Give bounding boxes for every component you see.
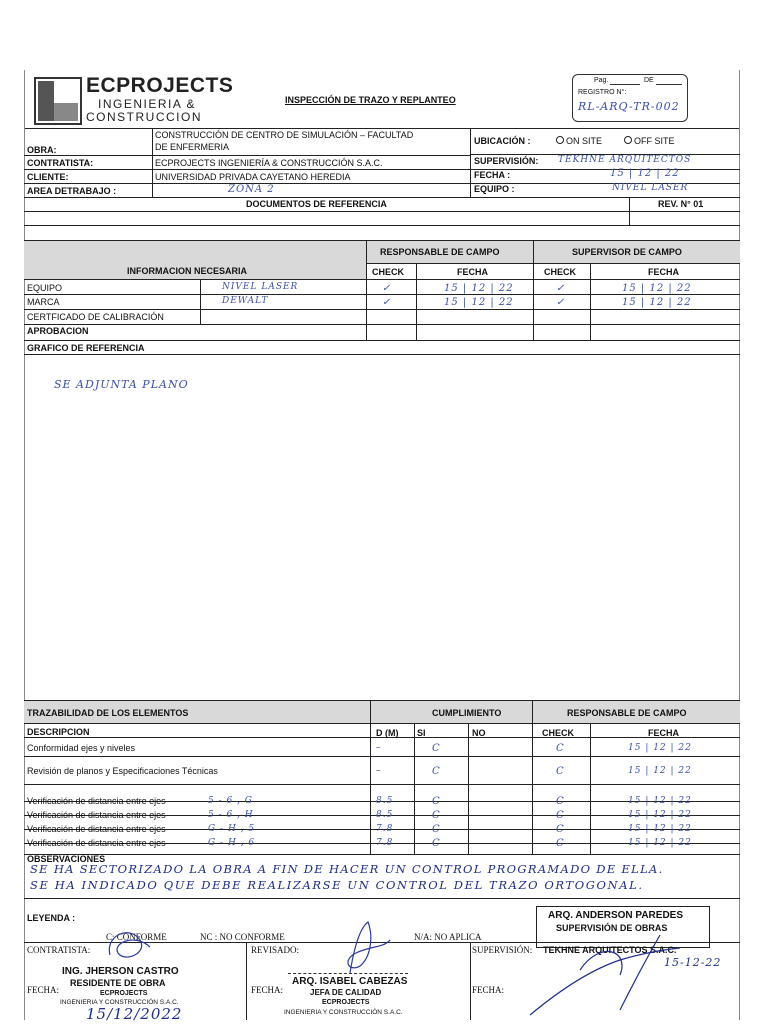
traz-row-check: C [556, 766, 565, 777]
info-row-value: NIVEL LASER [222, 282, 299, 292]
responsable-campo-header: RESPONSABLE DE CAMPO [380, 247, 500, 257]
traz-row-si: C [432, 838, 441, 849]
si-header: SI [417, 728, 426, 738]
info-row-check-2: ✓ [556, 283, 566, 294]
fecha-header-2: FECHA [648, 267, 679, 277]
traz-row-desc: Verificación de distancia entre ejes [27, 810, 166, 820]
traz-row-ejes: G - H , 6 [208, 838, 256, 848]
document-title: INSPECCIÓN DE TRAZO Y REPLANTEO [285, 95, 456, 105]
fecha-header-3: FECHA [648, 728, 679, 738]
ubicacion-label: UBICACIÓN : [474, 136, 531, 146]
trazabilidad-header: TRAZABILIDAD DE LOS ELEMENTOS [27, 708, 189, 718]
traz-row-fecha: 15 | 12 | 22 [628, 838, 692, 848]
grafico-note: SE ADJUNTA PLANO [54, 378, 189, 391]
leyenda-label: LEYENDA : [27, 913, 76, 923]
traz-row-fecha: 15 | 12 | 22 [628, 824, 692, 834]
contratista-sign-name: ING. JHERSON CASTRO [62, 966, 179, 977]
obra-label: OBRA: [27, 145, 57, 155]
company-subtitle-2: CONSTRUCCION [86, 110, 202, 124]
fecha-sign-label-2: FECHA: [251, 985, 284, 995]
traz-row-dm: 8.5 [376, 810, 394, 820]
traz-row-fecha: 15 | 12 | 22 [628, 766, 692, 776]
fecha-value: 15 | 12 | 22 [610, 168, 680, 179]
traz-row-check: C [556, 824, 565, 835]
traz-row-si: C [432, 796, 441, 807]
supervision-sign-date: 15-12-22 [664, 956, 722, 969]
leyenda-conforme: C: CONFORME [106, 932, 167, 942]
traz-row-check: C [556, 743, 565, 754]
contratista-sign-company-1: ECPROJECTS [100, 990, 148, 997]
traz-row-dm: 7.8 [376, 838, 394, 848]
supervision-signature [520, 930, 720, 1025]
traz-row-desc: Verificación de distancia entre ejes [27, 796, 166, 806]
check-header-1: CHECK [372, 267, 405, 277]
traz-row-dm: – [376, 743, 382, 753]
supervision-label: SUPERVISIÓN: [474, 156, 539, 166]
obra-value-1: CONSTRUCCIÓN DE CENTRO DE SIMULACIÓN – FACULTAD [155, 130, 414, 140]
supervision-value: TEKHNE ARQUITECTOS [558, 155, 692, 165]
check-header-3: CHECK [542, 728, 575, 738]
info-row-check-2: ✓ [556, 297, 566, 308]
revisado-sign-line [288, 973, 408, 974]
leyenda-na: N/A: NO APLICA [414, 932, 482, 942]
registro-value: RL-ARQ-TR-002 [578, 100, 680, 113]
info-row-fecha-1: 15 | 12 | 22 [444, 297, 514, 308]
off-site-option[interactable]: OFF SITE [624, 136, 675, 146]
traz-row-fecha: 15 | 12 | 22 [628, 743, 692, 753]
on-site-option[interactable]: ON SITE [556, 136, 602, 146]
obra-value-2: DE ENFERMERIA [155, 142, 230, 152]
page-label: Pag. [594, 77, 609, 84]
revisado-sign-company-1: ECPROJECTS [322, 999, 370, 1006]
traz-row-desc: Revisión de planos y Especificaciones Técnicas [27, 766, 218, 776]
dm-header: D (M) [376, 728, 399, 738]
info-row-label: APROBACION [27, 326, 89, 336]
traz-row-ejes: 5 - 6 , H [208, 810, 254, 820]
radio-icon [624, 136, 632, 144]
area-value: ZONA 2 [228, 184, 275, 195]
info-row-fecha-2: 15 | 12 | 22 [622, 283, 692, 294]
traz-row-ejes: G - H , 5 [208, 824, 256, 834]
info-necesaria-header: INFORMACION NECESARIA [127, 266, 248, 276]
company-name: ECPROJECTS [86, 74, 234, 97]
traz-row-dm: 8.5 [376, 796, 394, 806]
traz-row-desc: Verificación de distancia entre ejes [27, 838, 166, 848]
info-row-check-1: ✓ [382, 283, 392, 294]
grafico-label: GRAFICO DE REFERENCIA [27, 343, 145, 353]
observaciones-label: OBSERVACIONES [27, 854, 106, 864]
supervision-sign-label: SUPERVISIÓN: [472, 945, 533, 955]
traz-row-desc: Verificación de distancia entre ejes [27, 824, 166, 834]
descripcion-header: DESCRIPCION [27, 727, 90, 737]
revision-number: REV. N° 01 [658, 199, 704, 209]
traz-row-si: C [432, 810, 441, 821]
revisado-sign-label: REVISADO: [251, 945, 300, 955]
registro-label: REGISTRO N°: [578, 89, 627, 96]
leyenda-no-conforme: NC : NO CONFORME [200, 932, 285, 942]
contratista-sign-label: CONTRATISTA: [27, 945, 91, 955]
documentos-referencia: DOCUMENTOS DE REFERENCIA [246, 199, 387, 209]
traz-row-check: C [556, 796, 565, 807]
traz-row-dm: 7.8 [376, 824, 394, 834]
observaciones-line-2: SE HA INDICADO QUE DEBE REALIZARSE UN CONTROL DEL TRAZO ORTOGONAL. [30, 878, 644, 892]
contratista-sign-role: RESIDENTE DE OBRA [70, 978, 166, 988]
info-row-fecha-1: 15 | 12 | 22 [444, 283, 514, 294]
fecha-sign-label-3: FECHA: [472, 985, 505, 995]
traz-row-desc: Conformidad ejes y niveles [27, 743, 136, 753]
info-row-value: DEWALT [222, 296, 269, 306]
company-subtitle-1: INGENIERIA & [98, 97, 197, 111]
info-row-check-1: ✓ [382, 297, 392, 308]
responsable-campo-header-2: RESPONSABLE DE CAMPO [567, 708, 687, 718]
cliente-value: UNIVERSIDAD PRIVADA CAYETANO HEREDIA [155, 172, 351, 182]
contratista-label: CONTRATISTA: [27, 158, 94, 168]
traz-row-dm: – [376, 766, 382, 776]
stamp-line-1: ARQ. ANDERSON PAREDES [548, 910, 684, 921]
traz-row-si: C [432, 824, 441, 835]
stamp-line-3: TEKHNE ARQUITECTOS S.A.C. [543, 945, 677, 955]
traz-row-ejes: 5 - 6 , G [208, 796, 253, 806]
observaciones-line-1: SE HA SECTORIZADO LA OBRA A FIN DE HACER UN CONTROL PROGRAMADO DE ELLA. [30, 862, 664, 876]
fecha-label: FECHA : [474, 170, 511, 180]
equipo-value: NIVEL LASER [612, 183, 689, 193]
contratista-value: ECPROJECTS INGENIERÍA & CONSTRUCCIÓN S.A.C. [155, 158, 383, 168]
supervisor-campo-header: SUPERVISOR DE CAMPO [572, 247, 682, 257]
traz-row-fecha: 15 | 12 | 22 [628, 796, 692, 806]
info-row-label: MARCA [27, 297, 60, 307]
cliente-label: CLIENTE: [27, 172, 69, 182]
revisado-sign-name: ARQ. ISABEL CABEZAS [292, 976, 408, 987]
traz-row-si: C [432, 766, 441, 777]
info-row-label: CERTFICADO DE CALIBRACIÓN [27, 312, 164, 322]
page-de-label: DE [644, 77, 654, 84]
contratista-sign-company-2: INGENIERIA Y CONSTRUCCIÓN S.A.C. [60, 999, 179, 1006]
equipo-label: EQUIPO : [474, 184, 515, 194]
cumplimiento-header: CUMPLIMIENTO [432, 708, 502, 718]
info-row-fecha-2: 15 | 12 | 22 [622, 297, 692, 308]
stamp-line-2: SUPERVISIÓN DE OBRAS [556, 923, 668, 933]
radio-checked-icon [556, 136, 564, 144]
revisado-sign-company-2: INGENIERIA Y CONSTRUCCIÓN S.A.C. [284, 1009, 403, 1016]
traz-row-check: C [556, 838, 565, 849]
traz-row-check: C [556, 810, 565, 821]
no-header: NO [472, 728, 486, 738]
check-header-2: CHECK [544, 267, 577, 277]
revisado-sign-role: JEFA DE CALIDAD [310, 988, 382, 997]
contratista-sign-date: 15/12/2022 [86, 1005, 183, 1023]
contratista-signature [100, 925, 160, 972]
traz-row-fecha: 15 | 12 | 22 [628, 810, 692, 820]
area-label: AREA DETRABAJO : [27, 186, 117, 196]
revisado-signature [320, 918, 400, 981]
info-row-label: EQUIPO [27, 283, 63, 293]
fecha-header-1: FECHA [457, 267, 488, 277]
fecha-sign-label-1: FECHA: [27, 985, 60, 995]
traz-row-si: C [432, 743, 441, 754]
